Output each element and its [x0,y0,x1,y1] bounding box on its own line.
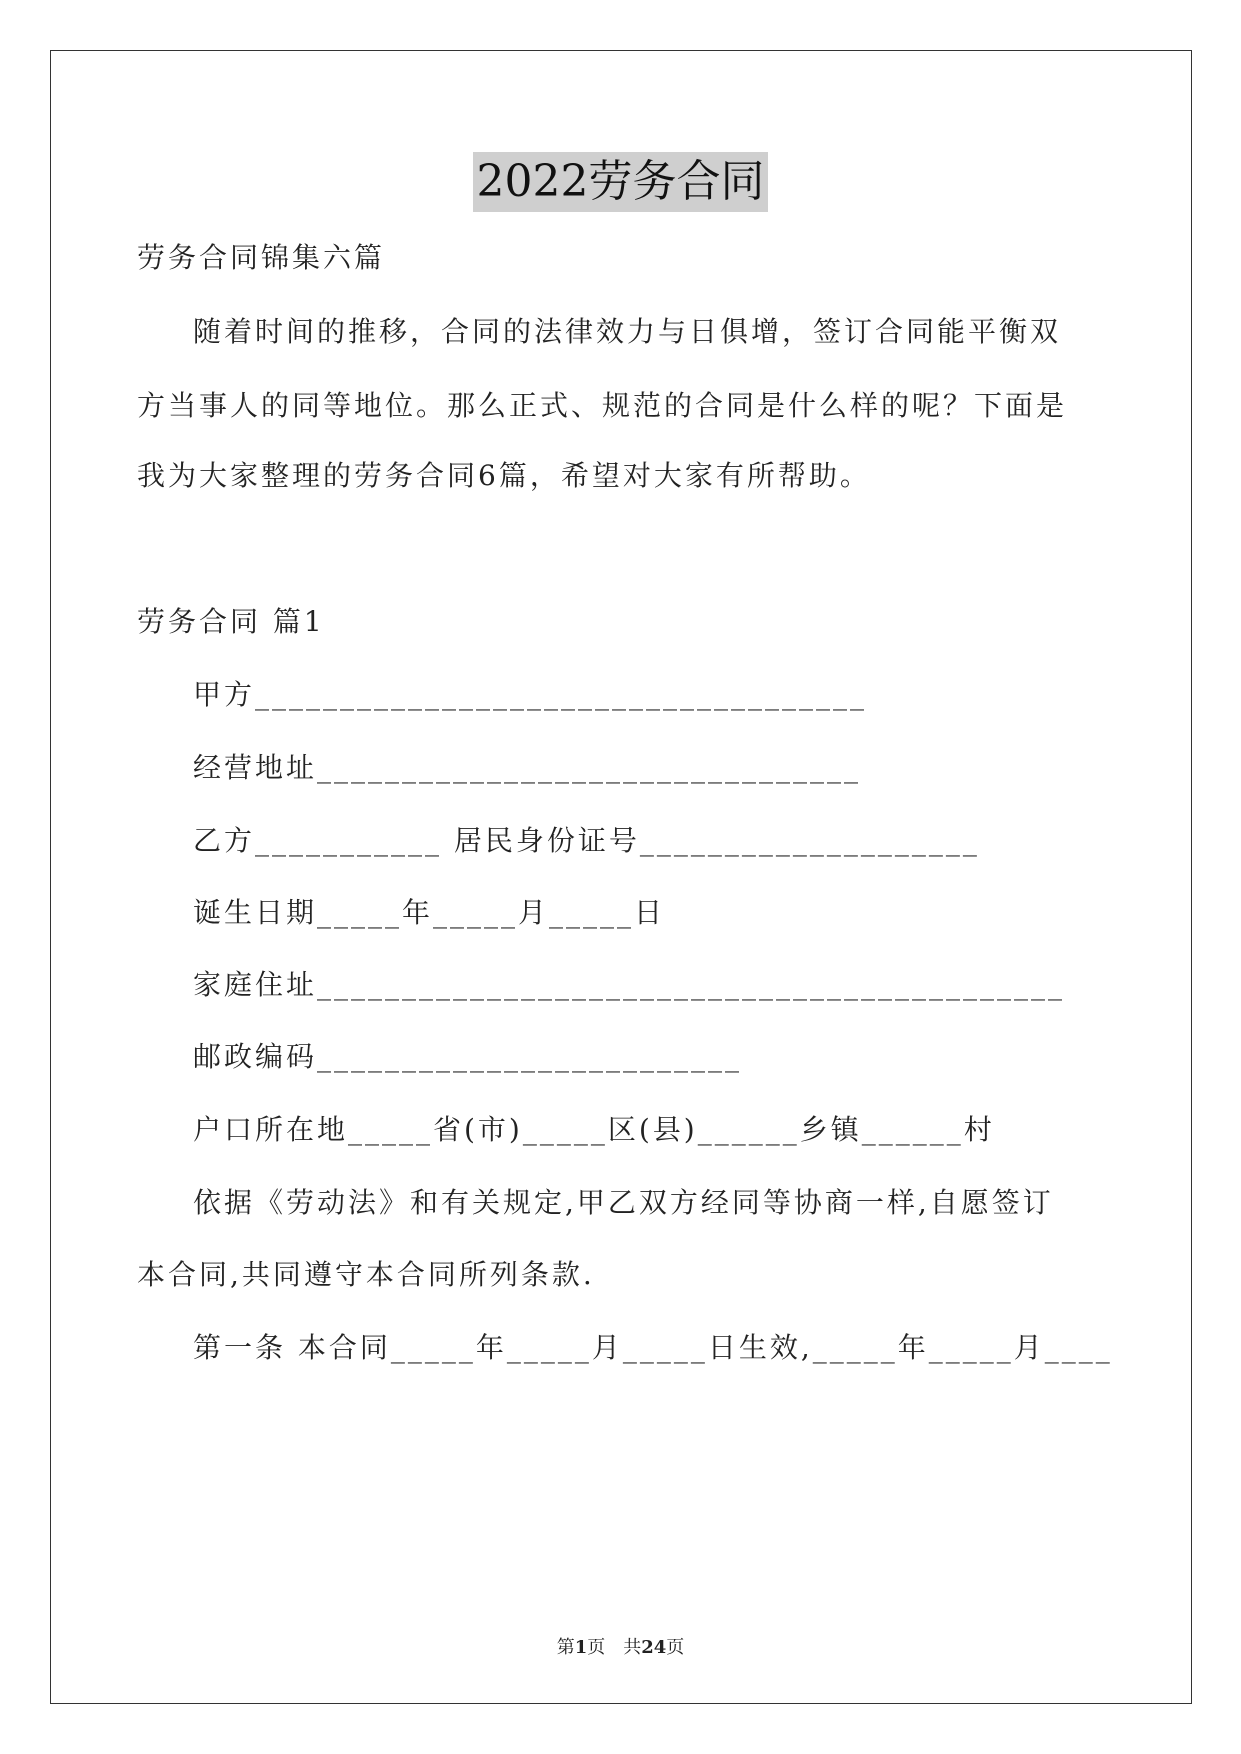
intro-line-1: 随着时间的推移，合同的法律效力与日俱增，签订合同能平衡双 [193,315,1062,348]
field-party-a: 甲方____________________________________ [193,678,868,711]
field-party-b: 乙方___________ 居民身份证号____________________ [193,824,980,857]
page-border [50,50,1192,1704]
field-household-registration: 户口所在地_____省(市)_____区(县)______乡镇______村 [193,1113,995,1146]
field-birth-date: 诞生日期_____年_____月_____日 [193,896,666,929]
field-home-address: 家庭住址____________________________________________ [193,968,1066,1001]
footer-suffix: 页 [666,1637,685,1658]
footer-total-pages: 24 [641,1637,667,1658]
footer-current-page: 1 [574,1637,588,1658]
intro-line-2: 方当事人的同等地位。那么正式、规范的合同是什么样的呢？下面是 [137,389,1068,422]
clause-intro-line-2: 本合同,共同遵守本合同所列条款. [137,1258,595,1291]
field-business-address: 经营地址________________________________ [193,751,862,784]
intro-line-3: 我为大家整理的劳务合同6篇，希望对大家有所帮助。 [137,459,871,492]
document-title: 2022劳务合同 [473,152,769,212]
section-heading: 劳务合同 篇1 [137,605,325,638]
subtitle: 劳务合同锦集六篇 [137,241,386,274]
field-postal-code: 邮政编码_________________________ [193,1040,743,1073]
footer-prefix: 第 [556,1637,575,1658]
footer-mid: 页 共 [587,1637,642,1658]
document-title-wrapper [0,152,1241,212]
article-1: 第一条 本合同_____年_____月_____日生效,_____年_____月____ [193,1331,1113,1364]
page-footer [0,1636,1241,1660]
clause-intro-line-1: 依据《劳动法》和有关规定,甲乙双方经同等协商一样,自愿签订 [193,1186,1054,1219]
